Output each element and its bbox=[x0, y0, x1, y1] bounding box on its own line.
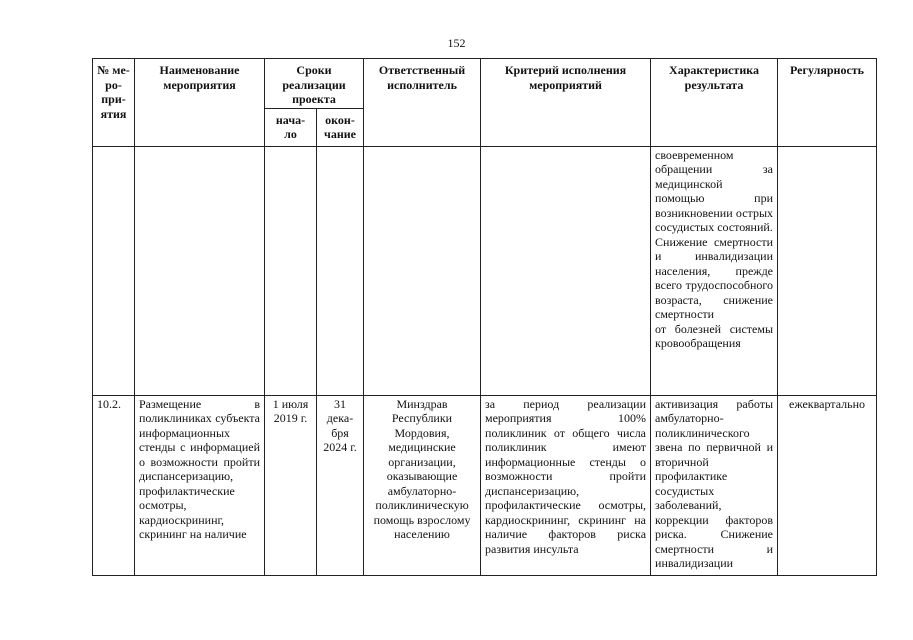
cell-name: Размещение в поликлиниках субъекта информационных стенды с информацией о возможности пройти диспансеризацию, профилактические осмотры, кардиоскрининг, скрининг на наличие bbox=[135, 395, 265, 575]
cell-regularity: ежеквартально bbox=[778, 395, 877, 575]
cell-start: 1 июля 2019 г. bbox=[265, 395, 317, 575]
cell-responsible bbox=[364, 146, 481, 395]
header-criterion: Критерий исполнения мероприятий bbox=[481, 59, 651, 147]
header-regularity: Регулярность bbox=[778, 59, 877, 147]
measures-table bbox=[92, 58, 877, 576]
cell-name bbox=[135, 146, 265, 395]
header-name: Наименование мероприятия bbox=[135, 59, 265, 147]
table-row bbox=[93, 395, 877, 575]
header-start: нача- ло bbox=[265, 108, 317, 146]
cell-end: 31 дека- бря 2024 г. bbox=[317, 395, 364, 575]
cell-criterion: за период реализации мероприятия 100% поликлиник от общего числа поликлиник имеют информационные стенды о возможности пройти диспансеризацию, профилактические осмотры, кардиоскрининг, скрининг на наличие факторов риска развития инсульта bbox=[481, 395, 651, 575]
header-end: окон- чание bbox=[317, 108, 364, 146]
page-number: 152 bbox=[447, 36, 466, 50]
cell-start bbox=[265, 146, 317, 395]
header-number: № ме- ро- при- ятия bbox=[93, 59, 135, 147]
cell-end bbox=[317, 146, 364, 395]
cell-criterion bbox=[481, 146, 651, 395]
cell-number: 10.2. bbox=[93, 395, 135, 575]
cell-result: активизация работы амбулаторно-поликлинического звена по первичной и вторичной профилактике сосудистых заболеваний, коррекции факторов риска. Снижение смертности и инвалидизации bbox=[651, 395, 778, 575]
cell-responsible: Минздрав Республики Мордовия, медицинские организации, оказывающие амбулаторно-поликлиническую помощь взрослому населению bbox=[364, 395, 481, 575]
header-period: Сроки реализации проекта bbox=[265, 59, 364, 109]
table-row bbox=[93, 146, 877, 395]
cell-result: своевременном обращении за медицинской помощью при возникновении острых сосудистых состояний. Снижение смертности и инвалидизации населения, прежде всего трудоспособного возраста, снижение смертности от болезней системы кровообращения bbox=[651, 146, 778, 395]
cell-number bbox=[93, 146, 135, 395]
cell-regularity bbox=[778, 146, 877, 395]
header-result: Характеристика результата bbox=[651, 59, 778, 147]
header-responsible: Ответственный исполнитель bbox=[364, 59, 481, 147]
